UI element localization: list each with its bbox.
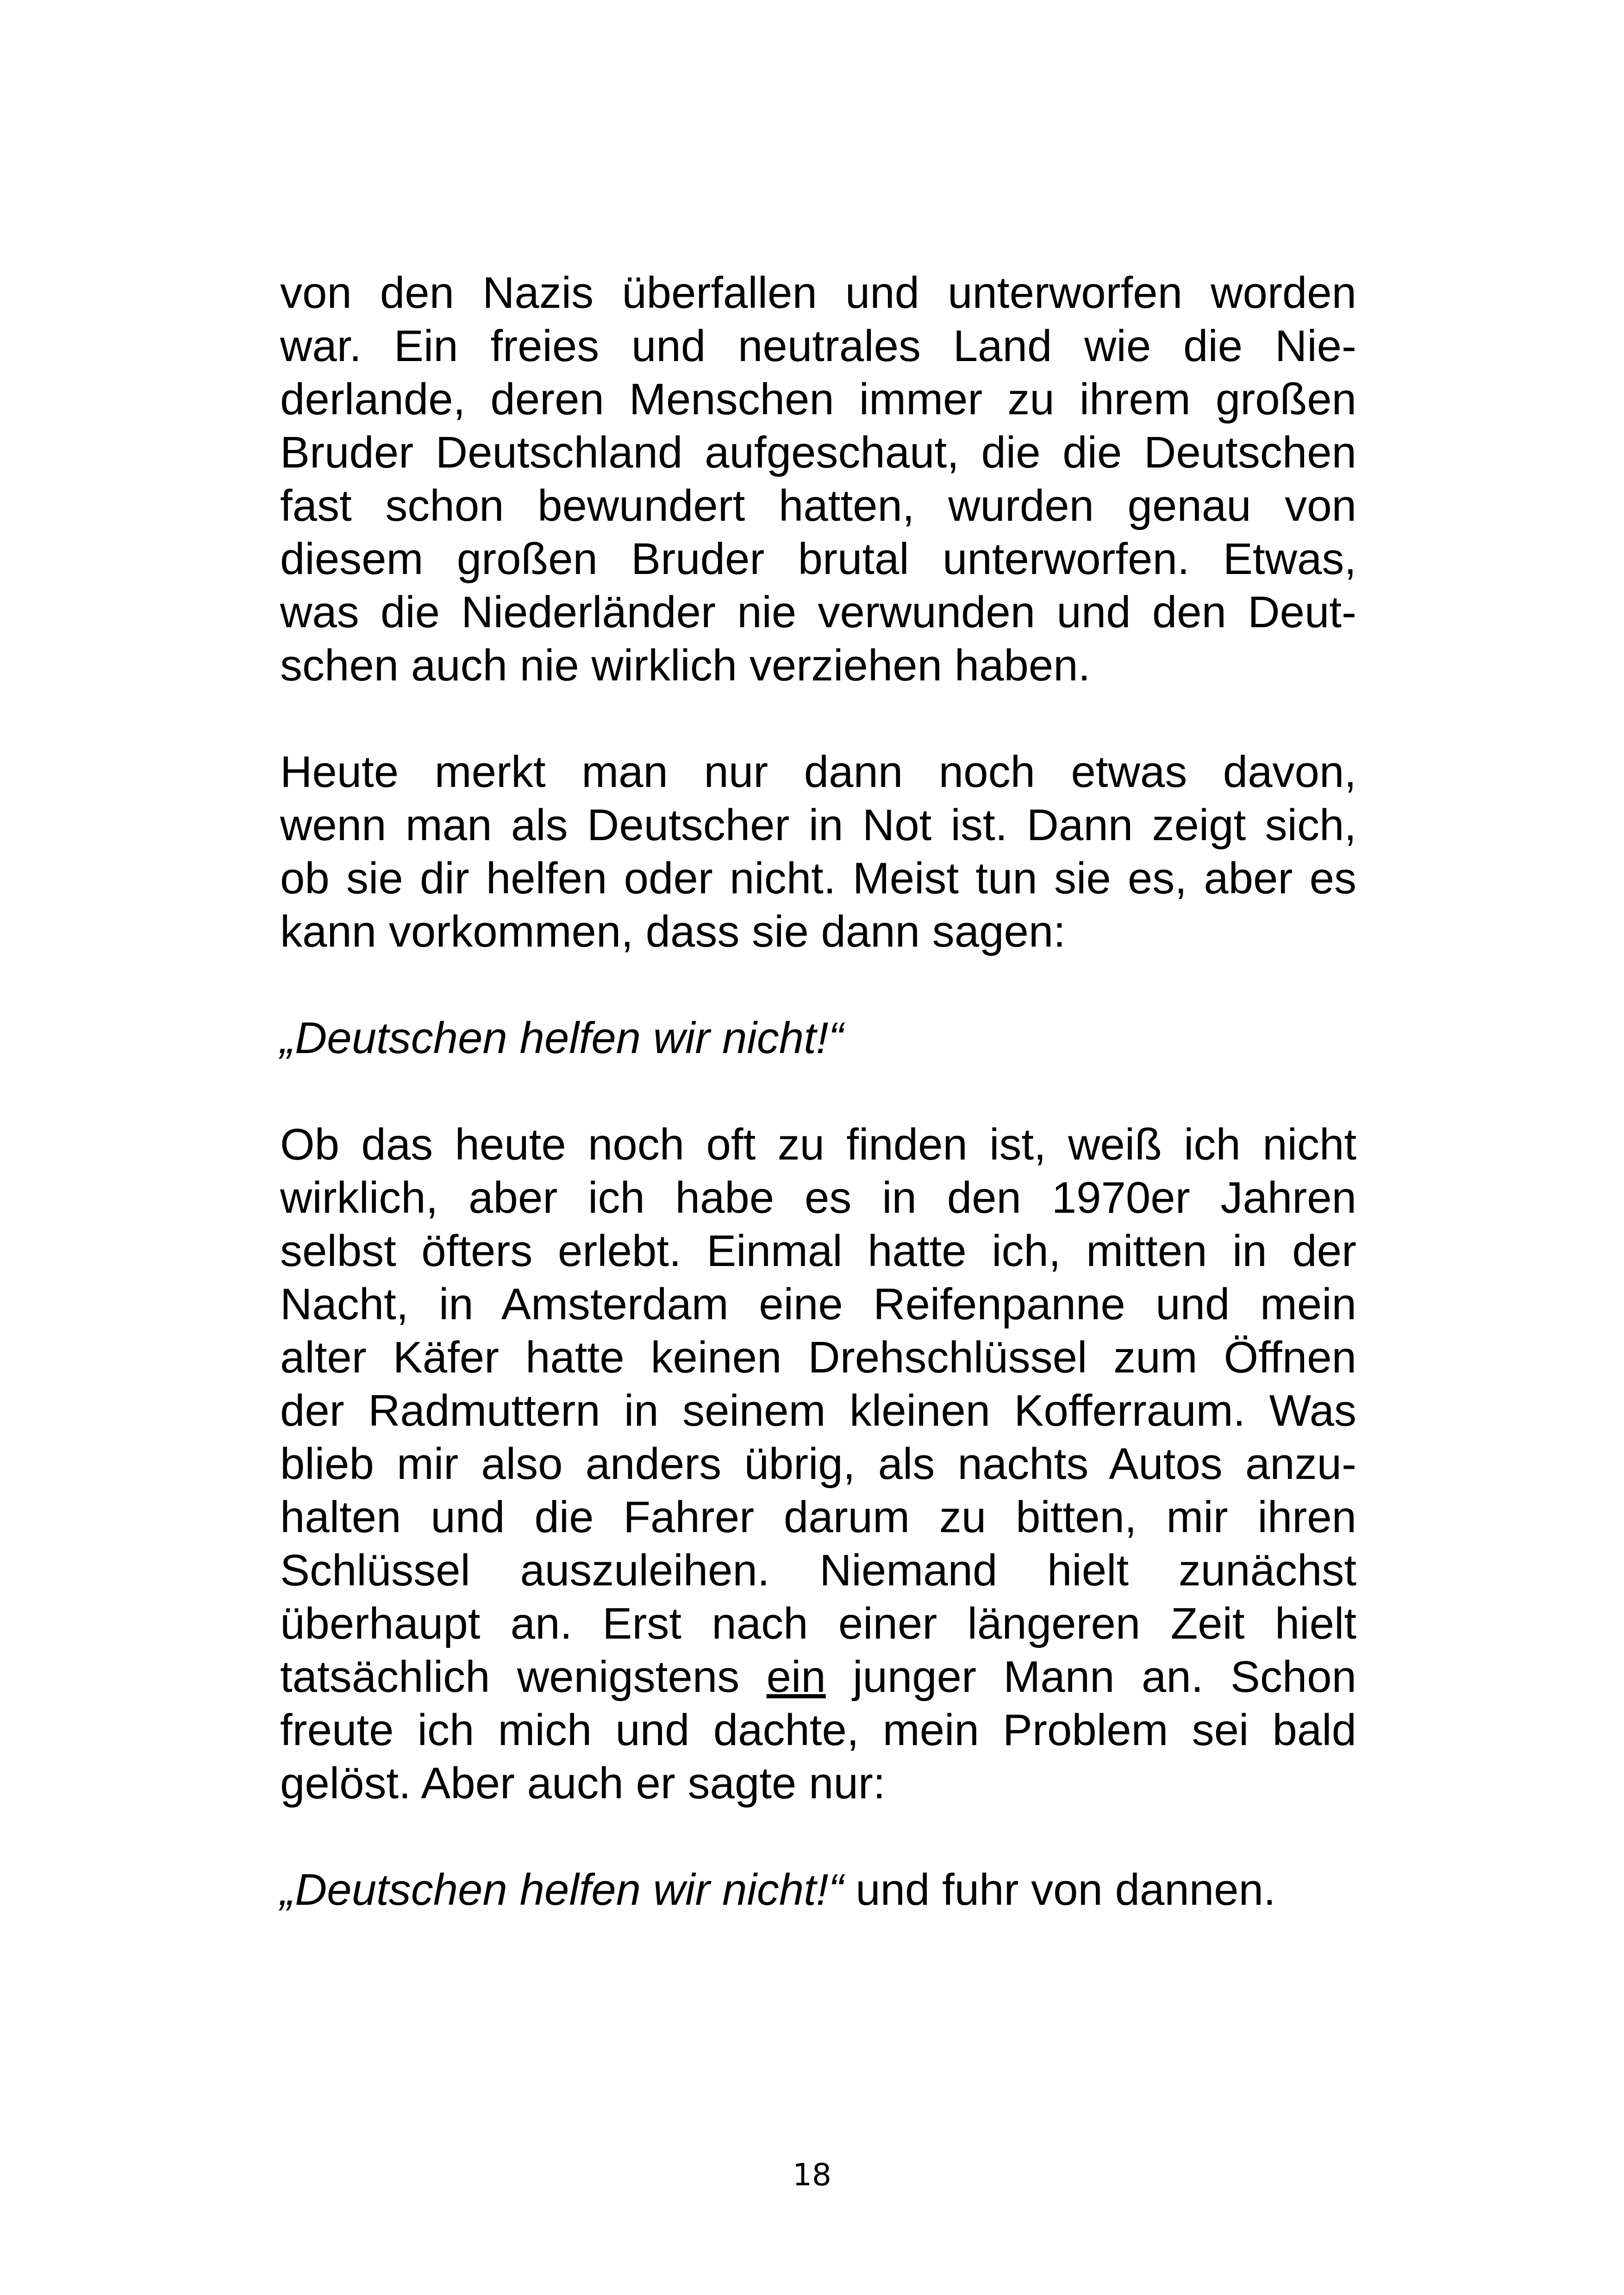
paragraph-2-line: Heute merkt man nur dann noch etwas davon, [280, 747, 1356, 797]
paragraph-3-line: wirklich, aber ich habe es in den 1970er Jahren [280, 1173, 1356, 1222]
paragraph-3-line: überhaupt an. Erst nach einer längeren Zeit hielt [280, 1599, 1356, 1648]
paragraph-3-line: Ob das heute noch oft zu finden ist, weiß ich nicht [280, 1120, 1356, 1169]
paragraph-spacer [280, 692, 1356, 745]
paragraph-1-line: schen auch nie wirklich verziehen haben. [280, 641, 1091, 690]
paragraph-3-line: gelöst. Aber auch er sagte nur: [280, 1759, 886, 1808]
paragraph-2-line: kann vorkommen, dass sie dann sagen: [280, 907, 1066, 956]
page-number: 18 [793, 2157, 831, 2193]
underlined-line-before: tatsächlich wenigstens [280, 1652, 740, 1702]
paragraph-1-line: von den Nazis überfallen und unterworfen worden [280, 268, 1356, 318]
quote-2-line [280, 1863, 1356, 1916]
paragraph-1-line: diesem großen Bruder brutal unterworfen. Etwas, [280, 534, 1356, 584]
underlined-word: ein [766, 1652, 826, 1702]
paragraph-3-line: alter Käfer hatte keinen Drehschlüssel zum Öffnen [280, 1333, 1356, 1382]
underlined-line-after: junger Mann an. Schon [853, 1652, 1357, 1702]
paragraph-2 [280, 745, 1356, 958]
paragraph-3-line: der Radmuttern in seinem kleinen Kofferraum. Was [280, 1386, 1356, 1435]
quote-2-text: „Deutschen helfen wir nicht!“ [280, 1865, 843, 1915]
quote-1 [280, 1011, 1356, 1065]
paragraph-1-line: was die Niederländer nie verwunden und den Deut- [280, 587, 1356, 637]
paragraph-spacer [280, 1810, 1356, 1863]
paragraph-3-line: Nacht, in Amsterdam eine Reifenpanne und mein [280, 1279, 1356, 1329]
paragraph-3-underlined-line [280, 1650, 1356, 1703]
paragraph-2-line: ob sie dir helfen oder nicht. Meist tun sie es, aber es [280, 854, 1356, 903]
body-text [280, 266, 1356, 1916]
paragraph-2-line: wenn man als Deutscher in Not ist. Dann zeigt sich, [280, 800, 1356, 850]
paragraph-3-line: selbst öfters erlebt. Einmal hatte ich, mitten in der [280, 1226, 1356, 1276]
paragraph-1-line: Bruder Deutschland aufgeschaut, die die Deutschen [280, 428, 1356, 477]
paragraph-3 [280, 1118, 1356, 1810]
paragraph-spacer [280, 1065, 1356, 1118]
paragraph-1-line: derlande, deren Menschen immer zu ihrem großen [280, 374, 1356, 424]
paragraph-3-line: blieb mir also anders übrig, als nachts Autos anzu- [280, 1439, 1356, 1489]
quote-2-rest: und fuhr von dannen. [856, 1865, 1276, 1915]
paragraph-1 [280, 266, 1356, 692]
quote-1-text: „Deutschen helfen wir nicht!“ [280, 1013, 843, 1063]
quote-2 [280, 1863, 1356, 1916]
paragraph-3-line: freute ich mich und dachte, mein Problem sei bald [280, 1705, 1356, 1755]
paragraph-1-line: war. Ein freies und neutrales Land wie die Nie- [280, 321, 1356, 371]
paragraph-3-line: Schlüssel auszuleihen. Niemand hielt zunächst [280, 1546, 1356, 1595]
paragraph-spacer [280, 958, 1356, 1011]
paragraph-1-line: fast schon bewundert hatten, wurden genau von [280, 481, 1356, 530]
paragraph-3-line: halten und die Fahrer darum zu bitten, mir ihren [280, 1492, 1356, 1542]
